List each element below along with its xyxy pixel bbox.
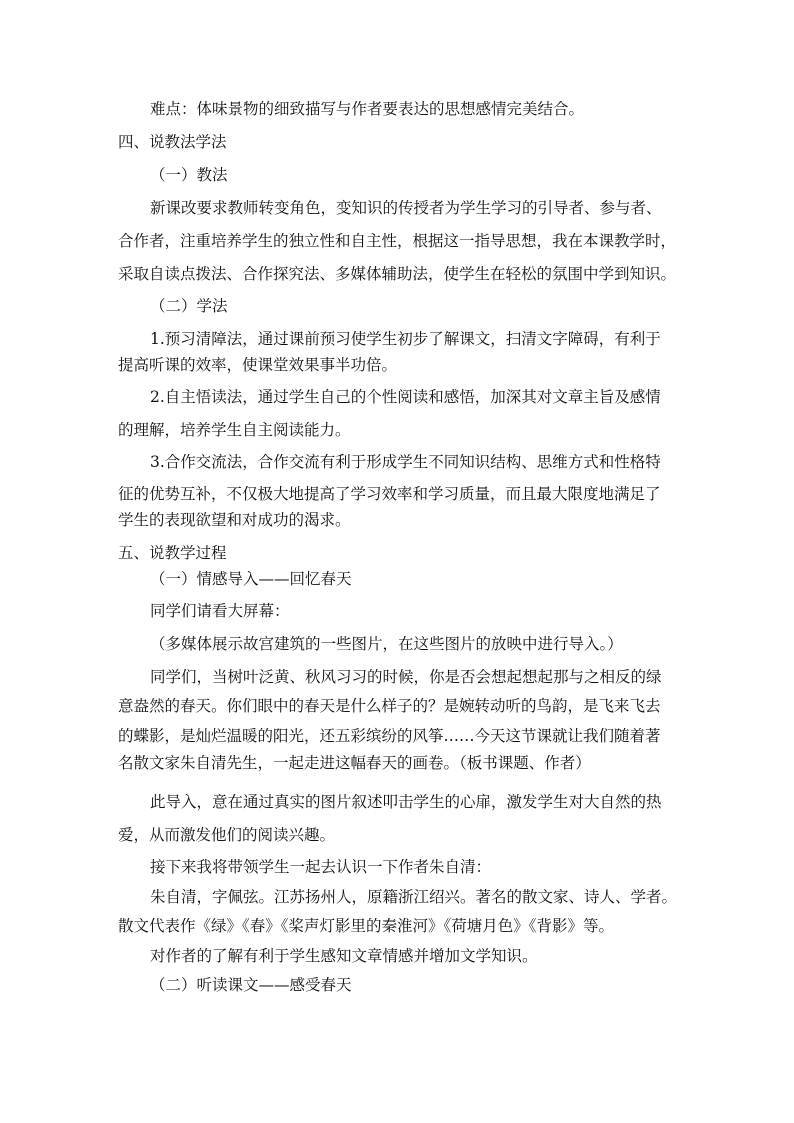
text-line: 学生的表现欲望和对成功的渴求。: [118, 511, 351, 529]
text-line: 的蝶影，是灿烂温暖的阳光，还五彩缤纷的风筝……今天这节课就让我们随着著: [118, 727, 661, 745]
text-line: 提高听课的效率，使课堂效果事半功倍。: [118, 356, 398, 374]
text-line: 对作者的了解有利于学生感知文章情感并增加文学知识。: [150, 947, 538, 965]
text-line: 3.合作交流法，合作交流有利于形成学生不同知识结构、思维方式和性格特: [150, 453, 661, 471]
text-line: 1.预习清障法，通过课前预习使学生初步了解课文，扫清文字障碍，有利于: [150, 330, 661, 348]
text-line: （多媒体展示故宫建筑的一些图片，在这些图片的放映中进行导入。）: [150, 635, 623, 653]
text-line: 爱，从而激发他们的阅读兴趣。: [118, 826, 336, 844]
section-heading: 四、说教法学法: [118, 133, 227, 151]
text-line: 新课改要求教师转变角色，变知识的传授者为学生学习的引导者、参与者、: [150, 199, 662, 217]
text-line: 同学们请看大屏幕：: [150, 602, 290, 620]
text-line: 难点：体味景物的细致描写与作者要表达的思想感情完美结合。: [150, 100, 585, 118]
text-line: 同学们，当树叶泛黄、秋风习习的时候，你是否会想起想起那与之相反的绿: [150, 668, 662, 686]
text-line: 征的优势互补，不仅极大地提高了学习效率和学习质量，而且最大限度地满足了: [118, 485, 661, 503]
text-line: 朱自清，字佩弦。江苏扬州人，原籍浙江绍兴。著名的散文家、诗人、学者。: [150, 888, 678, 906]
text-line: 合作者，注重培养学生的独立性和自主性，根据这一指导思想，我在本课教学时，: [118, 232, 677, 250]
subsection-heading: （一）情感导入——回忆春天: [150, 570, 352, 588]
subsection-heading: （二）听读课文——感受春天: [150, 976, 352, 994]
text-line: 散文代表作《绿》《春》《桨声灯影里的秦淮河》《荷塘月色》《背影》等。: [118, 917, 615, 935]
text-line: 采取自读点拨法、合作探究法、多媒体辅助法，使学生在轻松的氛围中学到知识。: [118, 265, 677, 283]
subsection-heading: （二）学法: [150, 297, 228, 315]
text-line: 意盎然的春天。你们眼中的春天是什么样子的？是婉转动听的鸟韵，是飞来飞去: [118, 697, 661, 715]
text-line: 的理解，培养学生自主阅读能力。: [118, 421, 351, 439]
subsection-heading: （一）教法: [150, 166, 228, 184]
text-line: 2.自主悟读法，通过学生自己的个性阅读和感悟，加深其对文章主旨及感情: [150, 388, 661, 406]
section-heading: 五、说教学过程: [118, 544, 227, 562]
text-line: 此导入，意在通过真实的图片叙述叩击学生的心扉，激发学生对大自然的热: [150, 793, 662, 811]
text-line: 接下来我将带领学生一起去认识一下作者朱自清：: [150, 858, 492, 876]
text-line: 名散文家朱自清先生，一起走进这幅春天的画卷。（板书课题、作者）: [118, 754, 591, 772]
